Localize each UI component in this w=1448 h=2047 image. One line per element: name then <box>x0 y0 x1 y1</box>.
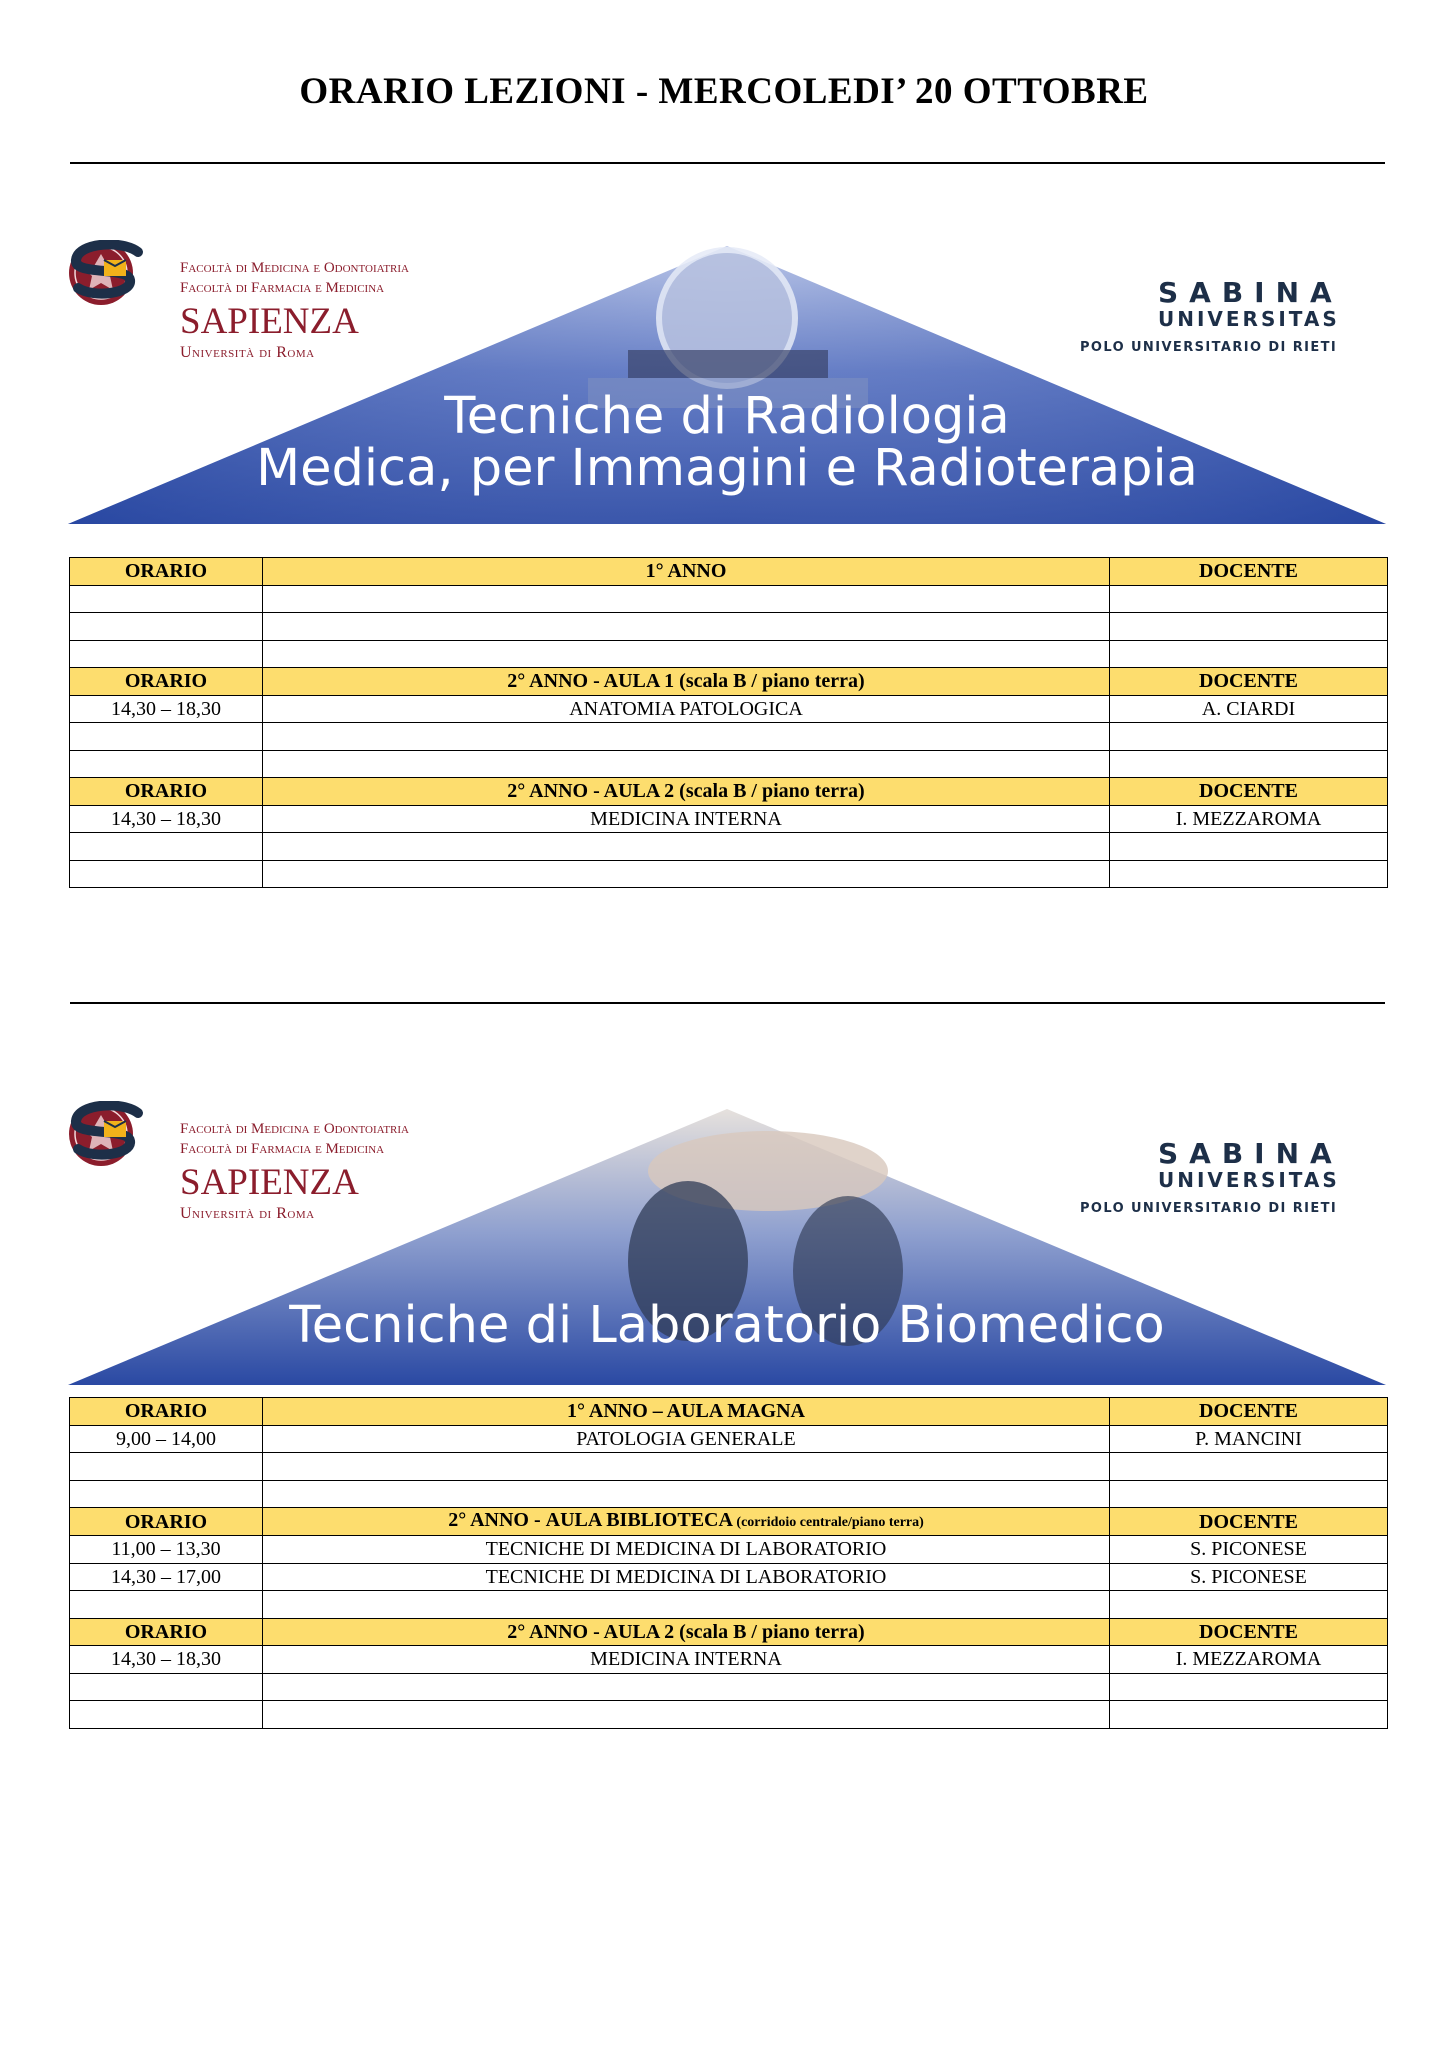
header-anno: 2° ANNO - AULA BIBLIOTECA (corridoio centrale/piano terra) <box>263 1508 1110 1536</box>
table-row <box>70 723 1388 751</box>
table-cell <box>70 1453 263 1481</box>
table-cell <box>1110 833 1388 861</box>
top-divider <box>70 162 1385 164</box>
sabina-name: SABINA <box>1158 276 1343 309</box>
banner-radiologia <box>68 240 1386 524</box>
table-cell: MEDICINA INTERNA <box>263 1646 1110 1674</box>
sabina-subtitle: UNIVERSITAS <box>1158 307 1340 331</box>
table-cell: I. MEZZAROMA <box>1110 1646 1388 1674</box>
banner-laboratorio <box>68 1101 1386 1385</box>
table-cell <box>1110 723 1388 751</box>
table-cell <box>1110 750 1388 778</box>
polo-name: POLO UNIVERSITARIO DI RIETI <box>1080 1201 1338 1216</box>
table-header-row <box>70 1398 1388 1426</box>
table-cell: S. PICONESE <box>1110 1563 1388 1591</box>
header-orario: ORARIO <box>70 1618 263 1646</box>
table-cell <box>70 750 263 778</box>
header-anno: 2° ANNO - AULA 2 (scala B / piano terra) <box>263 778 1110 806</box>
table-cell <box>263 860 1110 888</box>
header-anno: 2° ANNO - AULA 1 (scala B / piano terra) <box>263 668 1110 696</box>
sapienza-subtitle: Università di Roma <box>180 1205 315 1222</box>
table-cell <box>263 723 1110 751</box>
table-row <box>70 1701 1388 1729</box>
header-docente: DOCENTE <box>1110 1398 1388 1426</box>
table-cell <box>1110 1701 1388 1729</box>
header-docente: DOCENTE <box>1110 1618 1388 1646</box>
table-cell <box>263 613 1110 641</box>
course-title-line1: Tecniche di Radiologia <box>444 387 1010 446</box>
table-header-row <box>70 1508 1388 1536</box>
table-cell: 14,30 – 18,30 <box>70 805 263 833</box>
sabina-logo-icon <box>68 240 158 300</box>
table-cell <box>1110 860 1388 888</box>
table-row <box>70 1563 1388 1591</box>
table-cell <box>70 1591 263 1619</box>
table-cell: 14,30 – 18,30 <box>70 1646 263 1674</box>
table-cell <box>1110 1673 1388 1701</box>
faculty-names: Facoltà di Medicina e Odontoiatria Facoltà di Farmacia e Medicina <box>180 260 409 296</box>
table-cell: S. PICONESE <box>1110 1536 1388 1564</box>
table-row <box>70 750 1388 778</box>
header-orario: ORARIO <box>70 778 263 806</box>
sabina-name: SABINA <box>1158 1137 1343 1170</box>
sabina-subtitle: UNIVERSITAS <box>1158 1168 1340 1192</box>
schedule-table-laboratorio <box>69 1397 1388 1729</box>
table-cell: PATOLOGIA GENERALE <box>263 1425 1110 1453</box>
table-row <box>70 1480 1388 1508</box>
table-cell: ANATOMIA PATOLOGICA <box>263 695 1110 723</box>
header-orario: ORARIO <box>70 668 263 696</box>
table-cell <box>70 585 263 613</box>
table-cell: TECNICHE DI MEDICINA DI LABORATORIO <box>263 1536 1110 1564</box>
table-cell: 9,00 – 14,00 <box>70 1425 263 1453</box>
table-row <box>70 1536 1388 1564</box>
schedule-table-radiologia <box>69 557 1388 888</box>
middle-divider <box>70 1002 1385 1004</box>
table-row <box>70 833 1388 861</box>
header-anno: 2° ANNO - AULA 2 (scala B / piano terra) <box>263 1618 1110 1646</box>
table-cell: TECNICHE DI MEDICINA DI LABORATORIO <box>263 1563 1110 1591</box>
course-title-line1: Tecniche di Laboratorio Biomedico <box>289 1296 1165 1355</box>
table-cell <box>70 1480 263 1508</box>
table-row <box>70 585 1388 613</box>
table-cell: I. MEZZAROMA <box>1110 805 1388 833</box>
header-docente: DOCENTE <box>1110 558 1388 586</box>
header-docente: DOCENTE <box>1110 1508 1388 1536</box>
table-row <box>70 1646 1388 1674</box>
table-cell <box>70 1701 263 1729</box>
table-cell <box>1110 1591 1388 1619</box>
table-cell <box>70 860 263 888</box>
table-cell: A. CIARDI <box>1110 695 1388 723</box>
table-cell <box>70 613 263 641</box>
faculty-names: Facoltà di Medicina e Odontoiatria Facoltà di Farmacia e Medicina <box>180 1121 409 1157</box>
page-title: ORARIO LEZIONI - MERCOLEDI’ 20 OTTOBRE <box>299 71 1149 112</box>
table-row <box>70 1453 1388 1481</box>
table-cell: 11,00 – 13,30 <box>70 1536 263 1564</box>
polo-name: POLO UNIVERSITARIO DI RIETI <box>1080 340 1338 355</box>
table-row <box>70 805 1388 833</box>
course-title-line2: Medica, per Immagini e Radioterapia <box>256 439 1198 498</box>
table-header-row <box>70 668 1388 696</box>
header-orario: ORARIO <box>70 558 263 586</box>
table-row <box>70 640 1388 668</box>
table-cell <box>263 833 1110 861</box>
table-cell <box>1110 1480 1388 1508</box>
sabina-logo-icon <box>68 1101 158 1161</box>
sapienza-name: SAPIENZA <box>180 1162 359 1203</box>
table-cell: 14,30 – 17,00 <box>70 1563 263 1591</box>
table-cell: MEDICINA INTERNA <box>263 805 1110 833</box>
table-row <box>70 860 1388 888</box>
table-cell <box>263 1591 1110 1619</box>
table-cell: P. MANCINI <box>1110 1425 1388 1453</box>
table-cell <box>263 1453 1110 1481</box>
table-cell <box>1110 1453 1388 1481</box>
table-cell <box>263 640 1110 668</box>
header-anno: 1° ANNO <box>263 558 1110 586</box>
table-row <box>70 613 1388 641</box>
table-row <box>70 695 1388 723</box>
table-cell <box>70 1673 263 1701</box>
table-row <box>70 1425 1388 1453</box>
table-row <box>70 1673 1388 1701</box>
table-cell <box>263 1480 1110 1508</box>
table-cell <box>1110 585 1388 613</box>
table-cell <box>1110 613 1388 641</box>
table-cell <box>70 640 263 668</box>
header-orario: ORARIO <box>70 1508 263 1536</box>
table-row <box>70 1591 1388 1619</box>
table-cell: 14,30 – 18,30 <box>70 695 263 723</box>
table-cell <box>70 723 263 751</box>
table-cell <box>70 833 263 861</box>
header-docente: DOCENTE <box>1110 778 1388 806</box>
header-orario: ORARIO <box>70 1398 263 1426</box>
table-cell <box>263 750 1110 778</box>
table-cell <box>263 1701 1110 1729</box>
table-header-row <box>70 778 1388 806</box>
table-header-row <box>70 1618 1388 1646</box>
table-cell <box>263 585 1110 613</box>
sapienza-name: SAPIENZA <box>180 301 359 342</box>
table-cell <box>1110 640 1388 668</box>
header-docente: DOCENTE <box>1110 668 1388 696</box>
table-cell <box>263 1673 1110 1701</box>
table-header-row <box>70 558 1388 586</box>
header-anno: 1° ANNO – AULA MAGNA <box>263 1398 1110 1426</box>
sapienza-subtitle: Università di Roma <box>180 344 315 361</box>
